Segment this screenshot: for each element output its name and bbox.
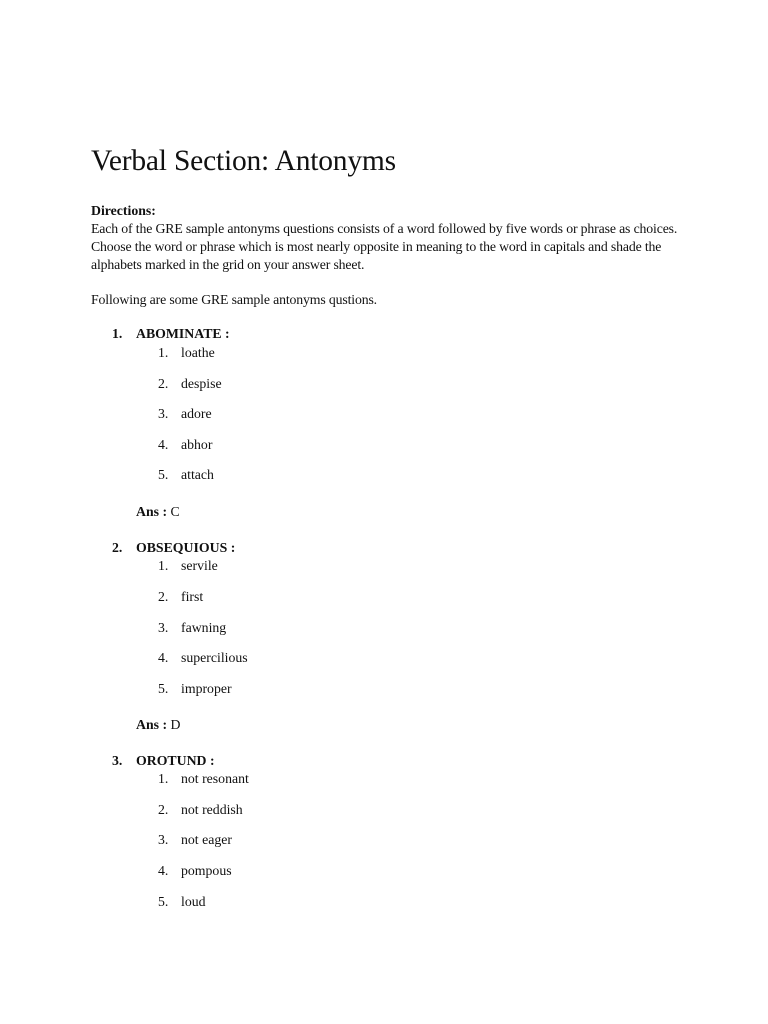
choice-number: 3.	[158, 620, 169, 635]
intro-text: Following are some GRE sample antonyms qustions.	[91, 292, 377, 307]
choice-text: abhor	[181, 437, 213, 452]
choice-number: 2.	[158, 589, 169, 604]
question-number: 1.	[112, 326, 123, 341]
question-number: 3.	[112, 753, 123, 768]
choice-text: servile	[181, 558, 218, 573]
choice-number: 1.	[158, 558, 169, 573]
directions-label: Directions:	[91, 203, 156, 218]
question-word: OROTUND :	[136, 753, 215, 768]
choice-number: 3.	[158, 832, 169, 847]
choice-number: 5.	[158, 894, 169, 909]
choice-number: 5.	[158, 681, 169, 696]
choice-text: loud	[181, 894, 206, 909]
choice-number: 4.	[158, 650, 169, 665]
choice-number: 2.	[158, 376, 169, 391]
choice-text: pompous	[181, 863, 232, 878]
choice-text: loathe	[181, 345, 215, 360]
choice-text: attach	[181, 467, 214, 482]
answer-line	[136, 504, 180, 520]
directions-block	[91, 202, 681, 274]
choice-text: supercilious	[181, 650, 248, 665]
question-word: ABOMINATE :	[136, 326, 230, 341]
page-title: Verbal Section: Antonyms	[91, 145, 396, 177]
answer-label: Ans :	[136, 717, 168, 732]
choice-number: 5.	[158, 467, 169, 482]
answer-value: D	[170, 717, 181, 732]
choice-text: first	[181, 589, 204, 604]
choice-number: 4.	[158, 863, 169, 878]
choice-number: 1.	[158, 345, 169, 360]
question-number: 2.	[112, 540, 123, 555]
choice-number: 1.	[158, 771, 169, 786]
choice-text: improper	[181, 681, 232, 696]
choice-text: not eager	[181, 832, 232, 847]
answer-label: Ans :	[136, 504, 168, 519]
answer-line	[136, 717, 180, 733]
answer-value: C	[170, 504, 180, 519]
choice-text: adore	[181, 406, 212, 421]
choice-text: fawning	[181, 620, 227, 635]
choice-text: not resonant	[181, 771, 249, 786]
question-word: OBSEQUIOUS :	[136, 540, 236, 555]
choice-text: despise	[181, 376, 222, 391]
choice-number: 2.	[158, 802, 169, 817]
choice-number: 4.	[158, 437, 169, 452]
choice-number: 3.	[158, 406, 169, 421]
directions-text: Each of the GRE sample antonyms questions consists of a word followed by five words or phrase as choices. Choose the word or phrase which is most nearly opposite in meaning to the word in capitals and shade the alphabets marked in the grid on your answer sheet.	[91, 221, 678, 272]
choice-text: not reddish	[181, 802, 243, 817]
